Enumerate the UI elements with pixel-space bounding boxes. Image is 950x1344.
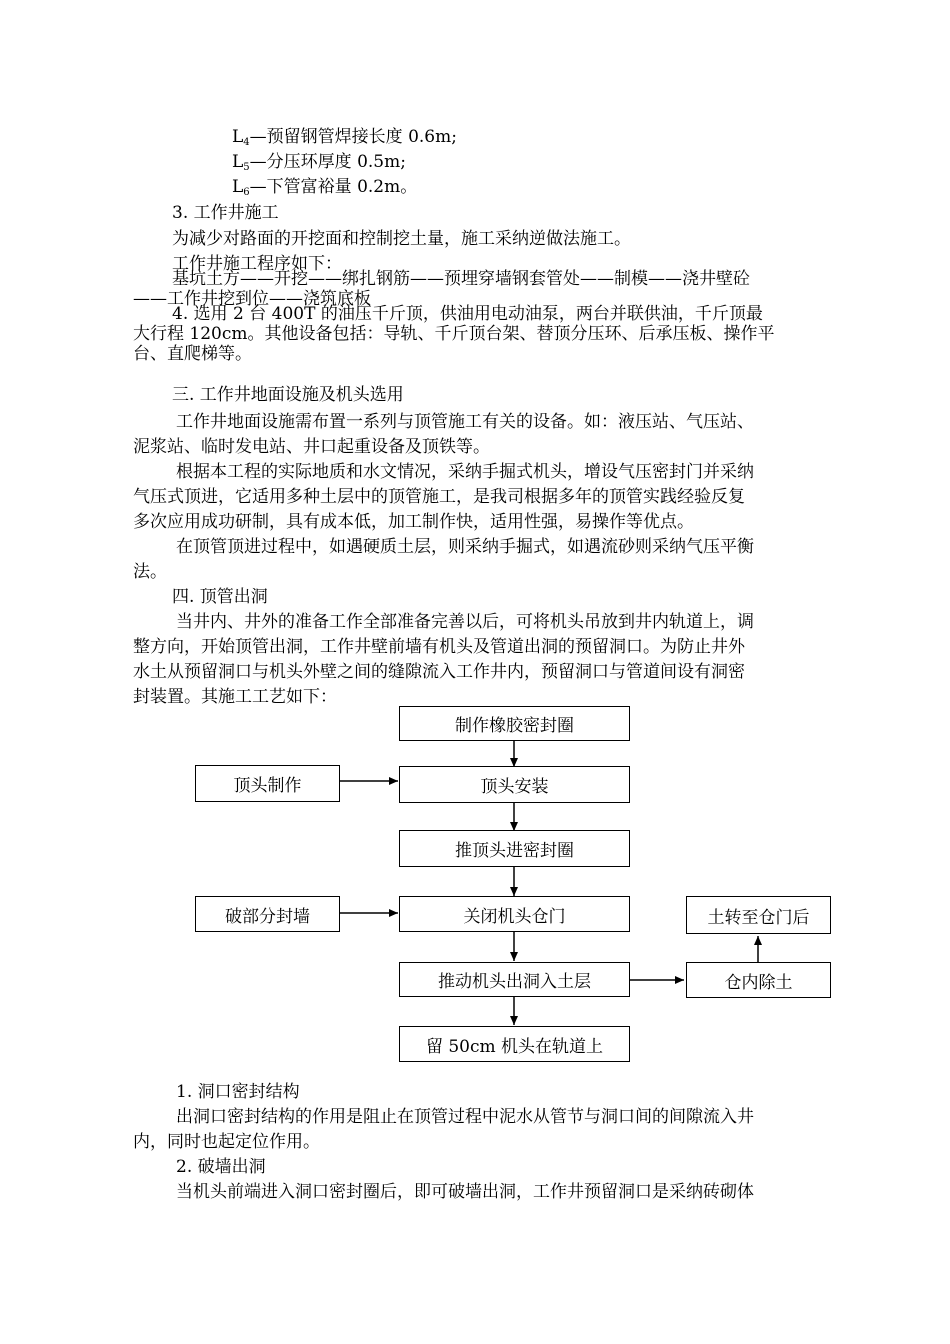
flow-step-transfer-soil: 土转至仓门后 xyxy=(686,896,831,934)
flow-step-make-seal: 制作橡胶密封圈 xyxy=(399,706,630,741)
paragraph-line: 多次应用成功研制，具有成本低，加工制作快，适用性强，易操作等优点。 xyxy=(133,512,694,532)
paragraph-line: 当井内、井外的准备工作全部准备完善以后，可将机头吊放到井内轨道上，调 xyxy=(176,612,754,632)
flow-step-push-machine: 推动机头出洞入土层 xyxy=(399,962,630,997)
section-heading: 2. 破墙出洞 xyxy=(176,1157,266,1177)
section-heading: 3. 工作井施工 xyxy=(172,203,279,223)
paragraph-line: 水土从预留洞口与机头外壁之间的缝隙流入工作井内，预留洞口与管道间设有洞密 xyxy=(133,662,745,682)
paragraph-line: 泥浆站、临时发电站、井口起重设备及顶铁等。 xyxy=(133,437,490,457)
flow-step-close-door: 关闭机头仓门 xyxy=(399,896,630,932)
paragraph-line: 工作井施工程序如下： xyxy=(172,254,342,274)
paragraph-line: ——工作井挖到位——浇筑底板 xyxy=(133,289,371,309)
section-heading: 三. 工作井地面设施及机头选用 xyxy=(172,385,404,405)
paragraph-line: 整方向，开始顶管出洞，工作井壁前墙有机头及管道出洞的预留洞口。为防止井外 xyxy=(133,637,745,657)
paragraph-line: 当机头前端进入洞口密封圈后，即可破墙出洞，工作井预留洞口是采纳砖砌体 xyxy=(176,1182,754,1202)
paragraph-line: 在顶管顶进过程中，如遇硬质土层，则采纳手掘式，如遇流砂则采纳气压平衡 xyxy=(176,537,754,557)
flow-step-remove-soil: 仓内除土 xyxy=(686,962,831,998)
paragraph-line: 工作井地面设施需布置一系列与顶管施工有关的设备。如：液压站、气压站、 xyxy=(176,412,754,432)
paragraph-line: 根据本工程的实际地质和水文情况，采纳手掘式机头，增设气压密封门并采纳 xyxy=(176,462,754,482)
paragraph-line: 4. 选用 2 台 400T 的油压千斤顶，供油用电动油泵，两台并联供油，千斤顶最 xyxy=(172,304,763,324)
formula-item-l4: $L_4—$预留钢管焊接长度 0.6m; xyxy=(232,127,457,148)
flow-step-head-make: 顶头制作 xyxy=(195,765,340,802)
paragraph-line: 法。 xyxy=(133,562,167,582)
paragraph-line: 出洞口密封结构的作用是阻止在顶管过程中泥水从管节与洞口间的间隙流入井 xyxy=(176,1107,754,1127)
flow-step-leave-50cm: 留 50cm 机头在轨道上 xyxy=(399,1026,630,1062)
section-heading: 1. 洞口密封结构 xyxy=(176,1082,300,1102)
flow-step-break-wall: 破部分封墙 xyxy=(195,896,340,932)
paragraph-line: 内，同时也起定位作用。 xyxy=(133,1132,320,1152)
formula-item-l5: $L_5—$分压环厚度 0.5m; xyxy=(232,152,406,173)
paragraph-line: 为减少对路面的开挖面和控制挖土量，施工采纳逆做法施工。 xyxy=(172,229,631,249)
paragraph-line: 大行程 120cm。其他设备包括：导轨、千斤顶台架、替顶分压环、后承压板、操作平 xyxy=(133,324,775,344)
paragraph-line: 台、直爬梯等。 xyxy=(133,344,252,364)
flow-step-push-head: 推顶头进密封圈 xyxy=(399,830,630,867)
flow-step-head-install: 顶头安装 xyxy=(399,766,630,803)
paragraph-line: 封装置。其施工工艺如下： xyxy=(133,687,337,707)
paragraph-line: 基坑土方——开挖——绑扎钢筋——预埋穿墙钢套管处——制模——浇井壁砼 xyxy=(172,269,750,289)
paragraph-line: 气压式顶进，它适用多种土层中的顶管施工，是我司根据多年的顶管实践经验反复 xyxy=(133,487,745,507)
formula-item-l6: $L_6—$下管富裕量 0.2m。 xyxy=(232,177,418,198)
section-heading: 四. 顶管出洞 xyxy=(172,587,268,607)
